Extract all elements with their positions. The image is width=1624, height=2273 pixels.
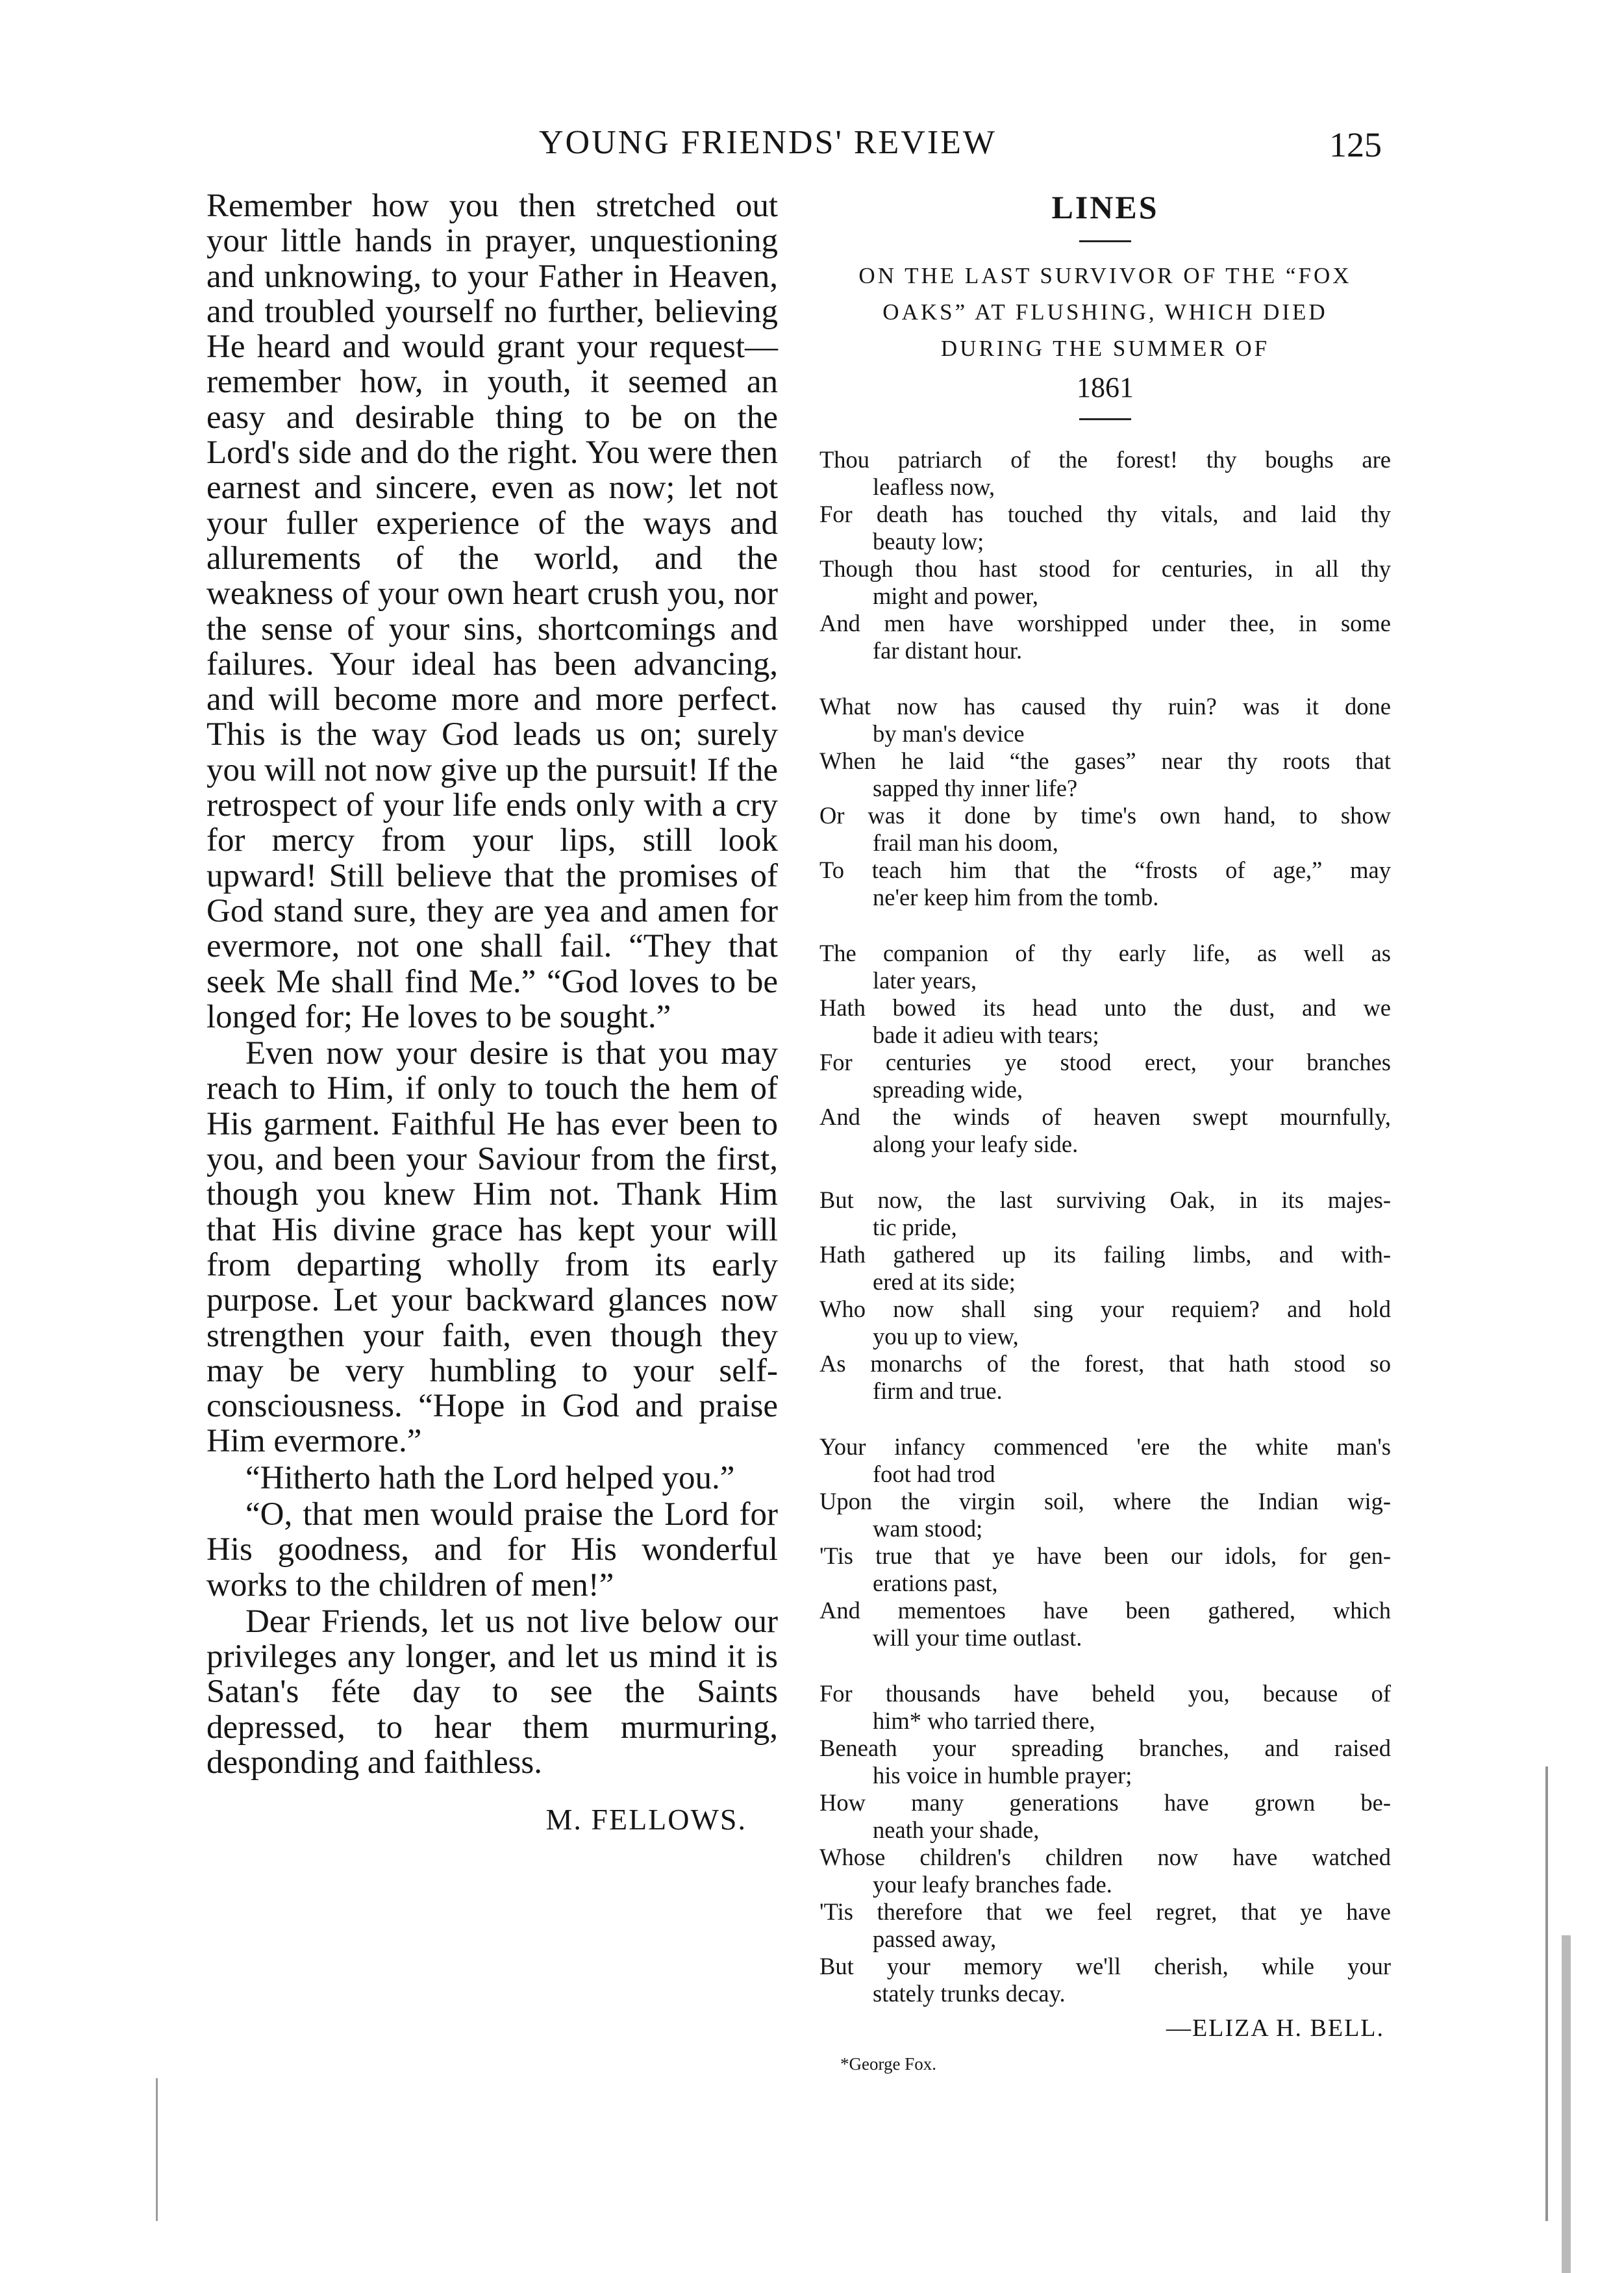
- poem-line-first-part: 'Tis true that ye have been our idols, for gen-: [819, 1542, 1391, 1569]
- poem-subtitle-line: ON THE LAST SURVIVOR OF THE “FOX: [858, 263, 1352, 288]
- poem-line-first-part: Hath gathered up its failing limbs, and with-: [819, 1241, 1391, 1268]
- poem-line-continuation: will your time outlast.: [873, 1624, 1082, 1651]
- poem-line: [819, 1433, 1391, 1488]
- scan-edge-mark: [156, 2078, 158, 2221]
- poem-line: [819, 1103, 1391, 1158]
- poem-line-continuation: far distant hour.: [873, 637, 1023, 664]
- poem-line: [819, 1789, 1391, 1844]
- poem-line-first-part: Thou patriarch of the forest! thy boughs are: [819, 446, 1391, 473]
- poem-line-first-part: 'Tis therefore that we feel regret, that ye have: [819, 1898, 1391, 1925]
- poem-year: 1861: [1077, 371, 1134, 403]
- article-paragraph: Dear Friends, let us not live below our privileges any longer, and let us mind it is Satan's féte day to see the Saints depressed, to hear them murmuring, desponding and faithless.: [206, 1603, 778, 1781]
- poem-line-continuation: by man's device: [873, 720, 1025, 747]
- poem-line-continuation: sapped thy inner life?: [873, 775, 1078, 801]
- poem-footnote: *George Fox.: [840, 2054, 936, 2074]
- poem-line-first-part: When he laid “the gases” near thy roots that: [819, 747, 1391, 774]
- poem-line-first-part: For death has touched thy vitals, and laid thy: [819, 501, 1391, 527]
- poem-line-continuation: beauty low;: [873, 528, 984, 555]
- poem-line: [819, 1350, 1391, 1405]
- poem-line-first-part: How many generations have grown be-: [819, 1789, 1391, 1816]
- title-rule: [1079, 240, 1131, 242]
- poem-stanza: [819, 693, 1391, 911]
- poem-subtitle-line: OAKS” AT FLUSHING, WHICH DIED: [882, 299, 1328, 325]
- poem-line: [819, 1680, 1391, 1735]
- poem-line: [819, 1898, 1391, 1953]
- poem-line: [819, 555, 1391, 610]
- poem-line-first-part: Who now shall sing your requiem? and hold: [819, 1296, 1391, 1322]
- poem-line-continuation: stately trunks decay.: [873, 1980, 1066, 2007]
- poem-stanzas: [819, 446, 1391, 2007]
- poem-line-first-part: As monarchs of the forest, that hath stood so: [819, 1350, 1391, 1377]
- poem-line-first-part: And mementoes have been gathered, which: [819, 1597, 1391, 1624]
- poem-line-first-part: To teach him that the “frosts of age,” may: [819, 857, 1391, 883]
- poem-line-continuation: passed away,: [873, 1926, 997, 1952]
- poem-line: [819, 446, 1391, 501]
- poem-line: [819, 940, 1391, 994]
- poem-stanza: [819, 446, 1391, 664]
- poem-line-first-part: Upon the virgin soil, where the Indian wig-: [819, 1488, 1391, 1514]
- article-paragraph: Even now your desire is that you may reach to Him, if only to touch the hem of His garment. Faithful He has ever been to you, and been your Saviour from the first, though you knew Him not. Thank Him that His divine grace has kept your will from departing wholly from its early purpose. Let your backward glances now strengthen your faith, even though they may be very humbling to your self-consciousness. “Hope in God and praise Him evermore.”: [206, 1035, 778, 1460]
- poem-line-continuation: his voice in humble prayer;: [873, 1762, 1132, 1789]
- poem-line-continuation: your leafy branches fade.: [873, 1871, 1112, 1898]
- poem-line-continuation: bade it adieu with tears;: [873, 1022, 1099, 1048]
- poem-line-continuation: spreading wide,: [873, 1076, 1023, 1103]
- poem-line-continuation: firm and true.: [873, 1377, 1003, 1404]
- poem-line: [819, 1542, 1391, 1597]
- poem-line-first-part: Though thou hast stood for centuries, in all thy: [819, 555, 1391, 582]
- page-header: [0, 123, 1624, 182]
- poem-line-continuation: ered at its side;: [873, 1268, 1016, 1295]
- article-paragraph: “Hitherto hath the Lord helped you.”: [245, 1459, 735, 1496]
- poem-line-continuation: leafless now,: [873, 473, 995, 500]
- poem-author: —ELIZA H. BELL.: [1166, 2015, 1384, 2042]
- poem-line: [819, 802, 1391, 857]
- poem-stanza: [819, 1187, 1391, 1405]
- poem-line: [819, 610, 1391, 664]
- poem-line-continuation: along your leafy side.: [873, 1131, 1079, 1157]
- poem-line: [819, 1597, 1391, 1651]
- article-signature: M. FELLOWS.: [545, 1803, 747, 1837]
- poem-line-continuation: ne'er keep him from the tomb.: [873, 884, 1159, 910]
- scan-edge-mark: [1545, 1766, 1548, 2221]
- poem-line-first-part: Or was it done by time's own hand, to show: [819, 802, 1391, 829]
- year-rule: [1079, 418, 1131, 420]
- poem-line: [819, 857, 1391, 911]
- poem-line-continuation: neath your shade,: [873, 1816, 1040, 1843]
- poem-line-first-part: What now has caused thy ruin? was it done: [819, 693, 1391, 720]
- poem-line-continuation: later years,: [873, 967, 977, 994]
- poem-line-continuation: erations past,: [873, 1570, 998, 1596]
- poem-line-continuation: you up to view,: [873, 1323, 1019, 1350]
- poem-stanza: [819, 1680, 1391, 2007]
- poem-line-continuation: frail man his doom,: [873, 829, 1058, 856]
- poem-line-continuation: him* who tarried there,: [873, 1707, 1095, 1734]
- poem-line: [819, 1488, 1391, 1542]
- article-paragraph: “O, that men would praise the Lord for His goodness, and for His wonderful works to the children of men!”: [206, 1496, 778, 1603]
- poem-line: [819, 994, 1391, 1049]
- poem-line-continuation: wam stood;: [873, 1515, 983, 1542]
- poem-line: [819, 1735, 1391, 1789]
- poem-line-first-part: The companion of thy early life, as well as: [819, 940, 1391, 966]
- poem-line-first-part: For centuries ye stood erect, your branches: [819, 1049, 1391, 1075]
- poem-line: [819, 747, 1391, 802]
- poem-stanza: [819, 1433, 1391, 1651]
- poem-line: [819, 1953, 1391, 2007]
- poem-stanza: [819, 940, 1391, 1158]
- article-paragraph: Remember how you then stretched out your little hands in prayer, unquestioning and unknowing, to your Father in Heaven, and troubled yourself no further, believing He heard and would grant your request—remember how, in youth, it seemed an easy and desirable thing to be on the Lord's side and do the right. You were then earnest and sincere, even as now; let not your fuller experience of the ways and allurements of the world, and the weakness of your own heart crush you, nor the sense of your sins, shortcomings and failures. Your ideal has been advancing, and will become more and more perfect. This is the way God leads us on; surely you will not now give up the pursuit! If the retrospect of your life ends only with a cry for mercy from your lips, still look upward! Still believe that the promises of God stand sure, they are yea and amen for evermore, not one shall fail. “They that seek Me shall find Me.” “God loves to be longed for; He loves to be sought.”: [206, 188, 778, 1035]
- poem-line-first-part: And men have worshipped under thee, in some: [819, 610, 1391, 636]
- poem-line: [819, 1844, 1391, 1898]
- poem-line: [819, 1241, 1391, 1296]
- running-title: YOUNG FRIENDS' REVIEW: [539, 124, 997, 161]
- right-column-poem: [819, 188, 1391, 2074]
- poem-title: LINES: [1051, 189, 1159, 225]
- poem-line: [819, 1187, 1391, 1241]
- poem-subtitle-line: DURING THE SUMMER OF: [940, 336, 1270, 361]
- poem-line-first-part: Your infancy commenced 'ere the white man's: [819, 1433, 1391, 1460]
- poem-line-continuation: might and power,: [873, 583, 1039, 609]
- poem-line-first-part: For thousands have beheld you, because of: [819, 1680, 1391, 1707]
- poem-line-first-part: But your memory we'll cherish, while your: [819, 1953, 1391, 1979]
- poem-line-first-part: But now, the last surviving Oak, in its majes-: [819, 1187, 1391, 1213]
- poem-line: [819, 501, 1391, 555]
- poem-line-continuation: foot had trod: [873, 1461, 995, 1487]
- poem-line: [819, 693, 1391, 747]
- poem-line-first-part: And the winds of heaven swept mournfully,: [819, 1103, 1391, 1130]
- poem-line-first-part: Hath bowed its head unto the dust, and we: [819, 994, 1391, 1021]
- poem-line-continuation: tic pride,: [873, 1214, 957, 1240]
- poem-line-first-part: Whose children's children now have watched: [819, 1844, 1391, 1870]
- scan-edge-mark: [1562, 1935, 1571, 2273]
- page-number: 125: [1329, 125, 1382, 164]
- poem-line: [819, 1296, 1391, 1350]
- left-column-article: [206, 188, 778, 1838]
- poem-line-first-part: Beneath your spreading branches, and raised: [819, 1735, 1391, 1761]
- poem-line: [819, 1049, 1391, 1103]
